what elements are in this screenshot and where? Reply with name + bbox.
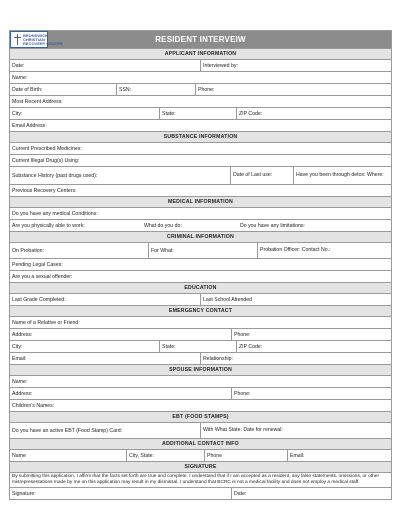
ebt-state-field[interactable]: With What State: Date for renewal: xyxy=(200,423,391,438)
ebt-card-field[interactable]: Do you have an active EBT (Food Stamp) Card: xyxy=(12,427,123,434)
emergency-email-field[interactable]: Email: xyxy=(12,355,27,362)
section-criminal: CRIMINAL INFORMATION xyxy=(10,231,391,242)
emergency-zip-field[interactable]: ZIP Code: xyxy=(236,341,391,352)
zip-field[interactable]: ZIP Code: xyxy=(236,108,391,119)
substance-history-field[interactable]: Substance History (past drugs used): xyxy=(12,172,98,179)
emergency-state-field[interactable]: State: xyxy=(159,341,236,352)
signature-statement: By submitting this application, I affirm that the facts set forth are true and complete. I understand that if I am accepted as a resident, any false statements, omissions, or other misrepresentations made by me on this application may result in my dismissal. I understand that BCRC is not a medical facility and does not employ a medical staff. xyxy=(10,472,391,487)
section-substance: SUBSTANCE INFORMATION xyxy=(10,131,391,142)
signature-field[interactable]: Signature: xyxy=(12,490,36,497)
relationship-field[interactable]: Relationship: xyxy=(200,353,391,364)
pending-cases-field[interactable]: Pending Legal Cases: xyxy=(12,261,63,268)
section-applicant: APPLICANT INFORMATION xyxy=(10,48,391,59)
name-field[interactable]: Name: xyxy=(12,74,28,81)
sexual-offender-field[interactable]: Are you a sexual offender: xyxy=(12,273,73,280)
spouse-phone-field[interactable]: Phone: xyxy=(231,388,391,399)
illegal-drugs-field[interactable]: Current Illegal Drug(s) Using: xyxy=(12,157,80,164)
email-field[interactable]: Email Address: xyxy=(12,122,47,129)
emergency-city-field[interactable]: City: xyxy=(12,343,23,350)
dob-field[interactable]: Date of Birth: xyxy=(12,86,43,93)
children-names-field[interactable]: Children's Names: xyxy=(12,402,55,409)
city-field[interactable]: City: xyxy=(12,110,23,117)
section-emergency: EMERGENCY CONTACT xyxy=(10,305,391,316)
relative-name-field[interactable]: Name of a Relative or Friend: xyxy=(12,319,80,326)
probation-field[interactable]: On Probation: xyxy=(12,247,45,254)
last-use-field[interactable]: Date of Last use: xyxy=(230,167,293,184)
additional-name-field[interactable]: Name xyxy=(12,452,26,459)
detox-field[interactable]: Have you been through detox: Where: xyxy=(293,167,391,184)
ssn-field[interactable]: SSN: xyxy=(116,84,195,95)
logo xyxy=(9,30,63,47)
state-field[interactable]: State: xyxy=(159,108,236,119)
what-do-you-do-field[interactable]: What do you do: xyxy=(144,222,182,229)
section-ebt: EBT (FOOD STAMPS) xyxy=(10,411,391,422)
signature-date-field[interactable]: Date: xyxy=(231,488,391,499)
resident-interview-form xyxy=(9,30,392,500)
medical-conditions-field[interactable]: Do you have any medical Conditions: xyxy=(12,210,98,217)
previous-centers-field[interactable]: Previous Recovery Centers: xyxy=(12,187,77,194)
emergency-address-field[interactable]: Address: xyxy=(12,331,33,338)
section-education: EDUCATION xyxy=(10,282,391,293)
section-additional: ADDITIONAL CONTACT INFO xyxy=(10,438,391,449)
medicines-field[interactable]: Current Prescribed Medicines: xyxy=(12,145,82,152)
able-to-work-field[interactable]: Are you physically able to work: xyxy=(12,222,85,229)
probation-officer-field[interactable]: Probation Officer: Contact No.: xyxy=(257,243,391,258)
section-spouse: SPOUSE INFORMATION xyxy=(10,364,391,375)
additional-email-field[interactable]: Email: xyxy=(287,450,391,461)
limitations-field[interactable]: Do you have any limitations: xyxy=(240,222,305,229)
section-signature: SIGNATURE xyxy=(10,461,391,472)
logo-text: BRUNSWICK CHRISTIAN RECOVERY CENTER xyxy=(23,33,63,47)
spouse-address-field[interactable]: Address: xyxy=(12,390,33,397)
address-field[interactable]: Most Recent Address: xyxy=(12,98,63,105)
spouse-name-field[interactable]: Name: xyxy=(12,378,28,385)
cross-icon xyxy=(14,34,21,45)
additional-city-state-field[interactable]: City, State: xyxy=(126,450,204,461)
emergency-phone-field[interactable]: Phone: xyxy=(231,329,391,340)
phone-field[interactable]: Phone: xyxy=(195,84,391,95)
for-what-field[interactable]: For What: xyxy=(148,243,257,258)
last-school-field[interactable]: Last School Attended xyxy=(200,294,391,305)
logo-box xyxy=(10,31,63,48)
interviewed-by-field[interactable]: Interviewed by: xyxy=(200,60,391,71)
form-title: RESIDENT INTERVEIW xyxy=(10,31,391,48)
date-field[interactable]: Date: xyxy=(12,62,25,69)
section-medical: MEDICAL INFORMATION xyxy=(10,196,391,207)
last-grade-field[interactable]: Last Grade Completed: xyxy=(12,296,66,303)
additional-phone-field[interactable]: Phone xyxy=(204,450,287,461)
